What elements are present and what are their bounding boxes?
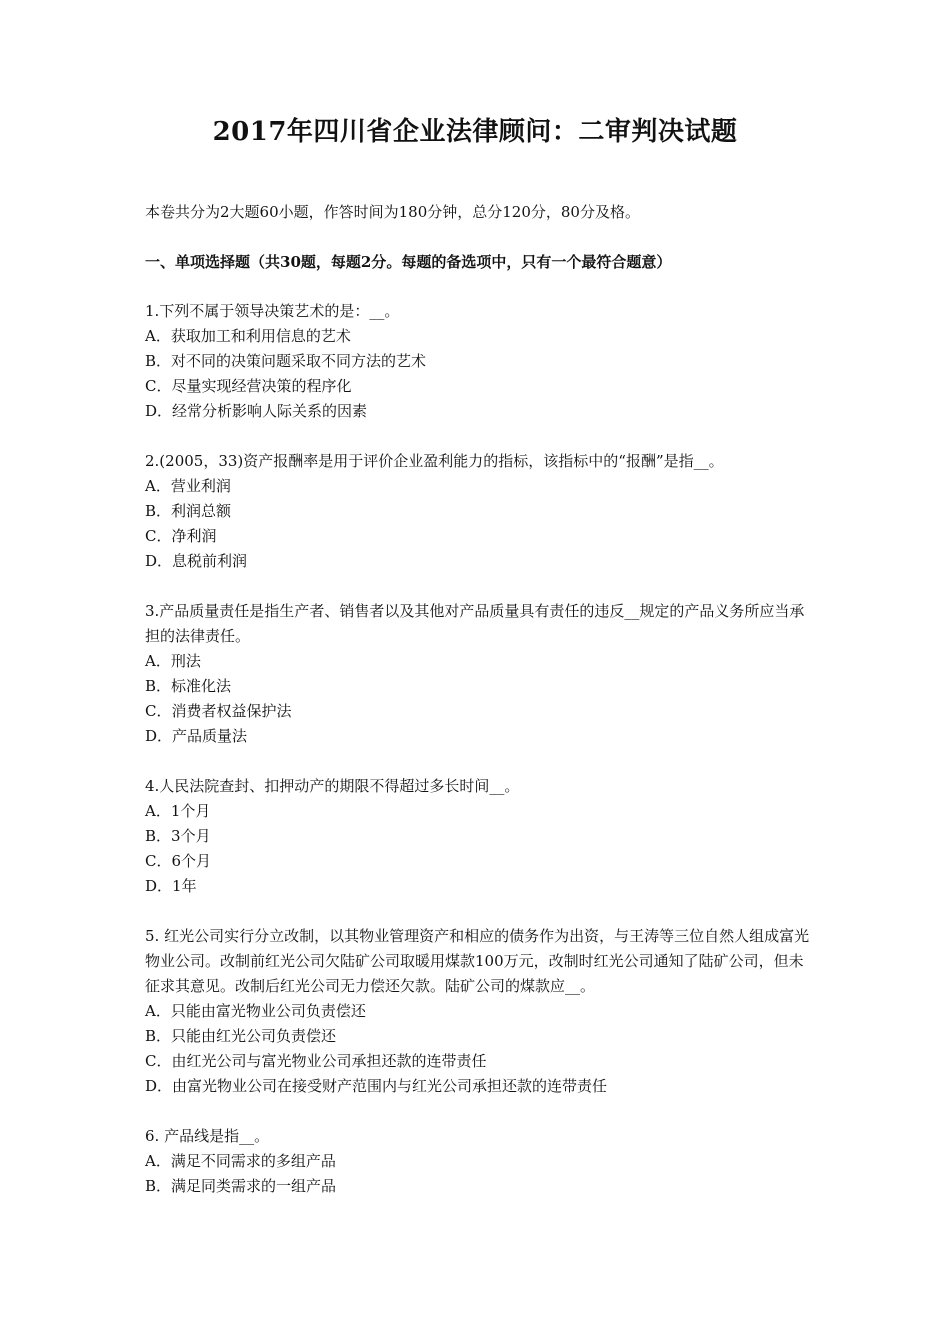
answer-option: C．由红光公司与富光物业公司承担还款的连带责任 (145, 1052, 487, 1070)
answer-option: C．6个月 (145, 852, 212, 870)
answer-option: A．营业利润 (145, 477, 231, 495)
answer-option: C．净利润 (145, 527, 217, 545)
question-stem: 6. 产品线是指__。 (145, 1127, 270, 1145)
answer-option: B．利润总额 (145, 502, 232, 520)
answer-option: D．1年 (145, 877, 197, 895)
question-stem: 4.人民法院查封、扣押动产的期限不得超过多长时间__。 (145, 777, 520, 795)
question-stem: 3.产品质量责任是指生产者、销售者以及其他对产品质量具有责任的违反__规定的产品义务所应当承担的法律责任。 (145, 602, 805, 645)
answer-option: B．对不同的决策问题采取不同方法的艺术 (145, 352, 427, 370)
option-list (145, 1149, 815, 1199)
answer-option: C．消费者权益保护法 (145, 702, 292, 720)
answer-option: B．3个月 (145, 827, 211, 845)
question-stem: 1.下列不属于领导决策艺术的是：__。 (145, 302, 400, 320)
answer-option: B．标准化法 (145, 677, 232, 695)
question-stem: 2.(2005，33)资产报酬率是用于评价企业盈利能力的指标，该指标中的“报酬”是指__。 (145, 452, 724, 470)
question-item (145, 924, 815, 1099)
answer-option: A．只能由富光物业公司负责偿还 (145, 1002, 366, 1020)
question-item (145, 1124, 815, 1199)
answer-option: A．获取加工和利用信息的艺术 (145, 327, 351, 345)
question-item (145, 774, 815, 899)
answer-option: A．满足不同需求的多组产品 (145, 1152, 336, 1170)
answer-option: A．刑法 (145, 652, 201, 670)
question-item (145, 599, 815, 749)
intro-text: 本卷共分为2大题60小题，作答时间为180分钟，总分120分，80分及格。 (145, 203, 640, 221)
answer-option: A．1个月 (145, 802, 211, 820)
question-stem: 5. 红光公司实行分立改制，以其物业管理资产和相应的债务作为出资，与王涛等三位自然人组成富光物业公司。改制前红光公司欠陆矿公司取暖用煤款100万元，改制时红光公司通知了陆矿公司，但未征求其意见。改制后红光公司无力偿还欠款。陆矿公司的煤款应__。 (145, 927, 810, 995)
answer-option: C．尽量实现经营决策的程序化 (145, 377, 352, 395)
section-heading: 一、单项选择题（共30题，每题2分。每题的备选项中，只有一个最符合题意） (145, 253, 672, 271)
question-item (145, 449, 815, 574)
question-list (145, 299, 815, 1224)
option-list (145, 999, 815, 1099)
question-item (145, 299, 815, 424)
page-title: 2017年四川省企业法律顾问：二审判决试题 (212, 117, 738, 147)
answer-option: D．息税前利润 (145, 552, 248, 570)
answer-option: D．产品质量法 (145, 727, 248, 745)
option-list (145, 649, 815, 749)
answer-option: B．只能由红光公司负责偿还 (145, 1027, 337, 1045)
option-list (145, 324, 815, 424)
option-list (145, 799, 815, 899)
answer-option: D．由富光物业公司在接受财产范围内与红光公司承担还款的连带责任 (145, 1077, 608, 1095)
answer-option: D．经常分析影响人际关系的因素 (145, 402, 368, 420)
option-list (145, 474, 815, 574)
answer-option: B．满足同类需求的一组产品 (145, 1177, 337, 1195)
